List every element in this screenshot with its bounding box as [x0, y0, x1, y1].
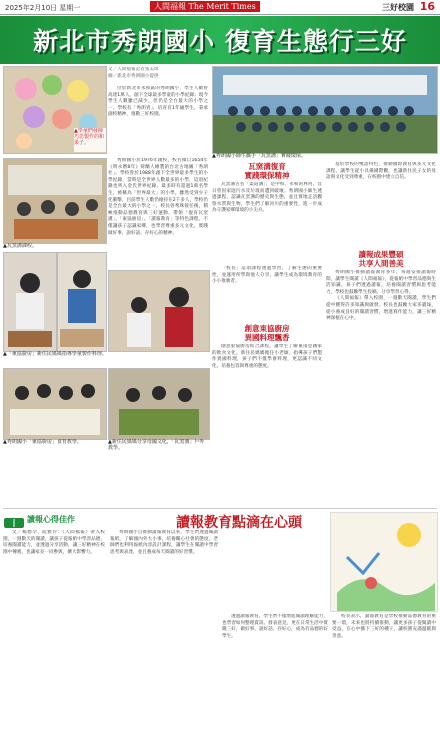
subhead-reading-2: 共享人間善美: [358, 259, 404, 268]
subhead-kitchen: [212, 324, 322, 342]
section-divider: [3, 508, 437, 509]
byline-reporter: 文／人間福報記者張美璋: [108, 67, 159, 72]
photo-cooking-1: [3, 252, 57, 352]
para-intro: 位於新北市永和區的秀朗國小，學生人數曾高達1萬人，創下全球最多學童的小學紀錄；現今學生人數雖已減少，但仍是全台最大的小學之一。學校有「秀朗青」，培育有1年級學生，秉承創校精神，推動三好校園。: [108, 86, 208, 118]
lower-para-3: 透過讀報教育，學生們不僅增進閱讀理解能力，也學習如何整理資訊、發表意見，更在日常生活中實踐三好，做好事、說好話、存好心，成為有品德的好學生。: [222, 614, 328, 639]
subhead-river-1: 瓦窯溝復育: [248, 162, 286, 171]
caption-group: ▲秀朗國小師生攜手「瓦窯溝」實踐環保。: [212, 153, 306, 159]
subhead-reading-1: 讀報成果豐碩: [358, 250, 404, 259]
drawing-image: [331, 513, 437, 611]
para-reading-2: 《人間福報》帶入校園，一週數天閱讀，學生們從中獲得許多知識與啟發。校長也鼓勵大家多讀報，從小養成良好的閱讀習慣，增進寫作能力，讓三好精神深植在心中。: [326, 296, 436, 322]
cooking-image-1: [4, 253, 56, 351]
photo-cooking-3: [108, 270, 210, 352]
lower-col-1: [3, 530, 105, 730]
article-col-c: [212, 182, 322, 264]
lower-para-2: 秀朗國小自推動讀報教育以來，學生們透過閱讀報紙，了解國內外大小事，培養關心社會的態度。老師們也利用報紙內容設計課程，讓學生在閱讀中學習思考與表達，並且養成每天閱讀的好習慣。: [110, 530, 218, 555]
kitchen-image-2: [109, 369, 209, 439]
lower-col-4: [332, 614, 436, 730]
para-reading: 秀朗國小推動讀報教育多年，每週安排讀報時間，讓學生閱讀《人間福報》，從報紙中學習品德與生活知識。孩子們透過讀報，培養閱讀習慣與思考能力，學校也鼓勵學生投稿，分享學習心得。: [326, 270, 436, 295]
caption-wagashi: ▲學童們發揮巧思製作的和果子。: [74, 128, 106, 152]
caption-kitchen-2: ▲新住民媽媽分享母國文化，「瓦窯溝」戶外教學。: [108, 439, 205, 451]
para-river-2: 「校長」這項課程透過學習，了解生態的重要性，並運用所學與他人分享，讓學生成為環境教育的小小推廣者。: [212, 266, 322, 285]
lower-para-1: 文／楊德孕、阮雅伶：《人間福報》帶入校園，一週數天的閱讀，讓孩子從報紙中學習品德，培養閱讀能力，並透過分享活動，讓三好精神在校園中傳遞，也讓家長一同參與，擴大影響力。: [3, 530, 105, 555]
article-col-e: [326, 270, 436, 406]
group-photo-image: [213, 67, 437, 153]
subhead-kitchen-1: 創意東協廚房: [244, 324, 290, 333]
article-col-a: [108, 86, 208, 152]
headline: 新北市秀朗國小 復育生態行三好: [33, 27, 407, 56]
article-col-g: [212, 344, 322, 504]
para-river: 瓦窯溝古名「渠道溝」，是中和、永和的界河，昔日曾因家庭污水及垃圾而遭到破壞。秀朗國小師生透過課程，認識瓦窯溝的歷史與生態，並且實地走訪觀察水質與生物，學生們了解河川的重要性，進一步成為守護家鄉環境的小尖兵。: [212, 182, 322, 214]
para-kitchen: 創意東協廚房結合課程，讓學生了解東南亞國家的飲食文化。新住民媽媽擔任小老師，指導孩子們製作異國料理，孩子們不僅學會料理，更認識不同文化，培養包容與尊重的態度。: [212, 344, 322, 369]
page-number: 16: [419, 0, 435, 13]
paper-logo: 人間福報 The Merit Times: [150, 1, 260, 12]
section-name: 三好校園: [382, 3, 414, 12]
para-history: 秀朗國小於1976年創校，校名綠自1654年《明永曆8年》荷蘭人繪製的台北古地圖「秀朗社」。學校曾於1988年創下全世界最多學生的小學紀錄，當時是全世界人數最多的小學，這項紀錄也列入金氏世界紀錄。最多時有超過1萬名學生，被稱為「世界最大」的小學。雖然受到少子化衝擊，目前學生人數仍維持在2千多人，學校仍是全台最大的小學之一。校長曾秀珠接任後，積極推動品德教育與三好運動，帶領「復育瓦窯溝」、「東協廚房」、「讀報教育」等特色課程，不僅讓孩子認識家鄉，也學習尊重多元文化，實踐做好事、說好話、存好心的精神。: [108, 158, 208, 236]
photo-group: [212, 66, 438, 154]
photo-classroom: [3, 158, 107, 244]
subhead-river: [212, 162, 322, 180]
lower-col-3: [222, 614, 328, 730]
photo-kitchen-1: [3, 368, 107, 440]
article-col-d: [326, 162, 436, 246]
kitchen-image-1: [4, 369, 106, 439]
caption-classroom: ▲瓦窯溝課程。: [3, 243, 37, 249]
lower-col-2: [110, 530, 218, 730]
photo-kitchen-2: [108, 368, 210, 440]
reading-tag: [3, 514, 113, 526]
byline-photo: 圖／新北市秀朗國小提供: [108, 73, 159, 79]
cooking-image-3: [109, 271, 209, 351]
lower-para-4: 校長表示，讀報教育是學校推動品德教育的重要一環，未來也將持續推動，讓更多孩子從閱讀中受益，在心中播下三好的種子，讓校園充滿溫暖與善意。: [332, 614, 436, 639]
page-header: [0, 0, 440, 15]
reading-tag-label: 讀報心得佳作: [27, 515, 75, 524]
cooking-image-2: [58, 253, 106, 351]
subhead-river-2: 實踐環保精神: [244, 171, 290, 180]
caption-cooking: ▲「東協廚房」新住民媽媽指導學童製作料理。: [3, 351, 107, 357]
issue-date: 2025年2月10日 星期一: [5, 4, 81, 12]
byline: [108, 67, 208, 81]
classroom-image: [4, 159, 106, 243]
lower-headline: 讀報教育點滴在心頭: [176, 515, 302, 531]
article-col-f: [212, 266, 322, 320]
headline-banner: [0, 16, 440, 64]
subhead-reading: [326, 250, 436, 268]
subhead-kitchen-2: 異國料理飄香: [244, 333, 290, 342]
para-international: 基於學校的雙語特色，推動國際教育與多元文化課程，讓學生從小具備國際觀，也讓新住民子女的母語與文化受到尊重，在校園中建立自信。: [326, 162, 436, 181]
photo-drawing: [330, 512, 438, 612]
photo-cooking-2: [57, 252, 107, 352]
caption-kitchen-1: ▲秀朗國小「東協廚房」食育教學。: [3, 439, 82, 445]
book-icon: [3, 517, 25, 529]
